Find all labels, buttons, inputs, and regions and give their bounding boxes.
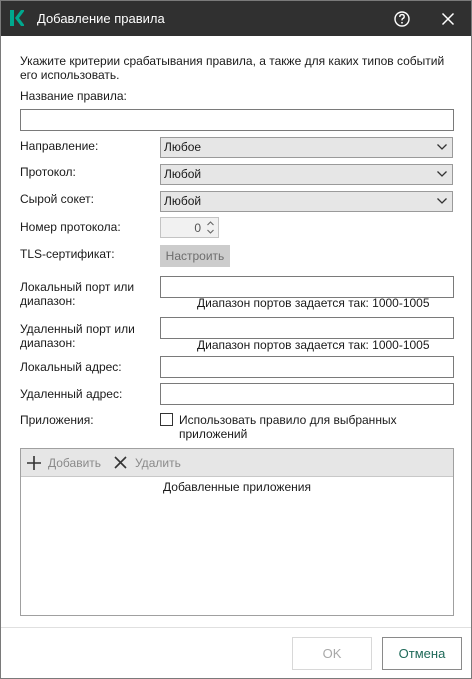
spin-arrows-icon[interactable]	[205, 219, 216, 236]
applications-toolbar	[21, 449, 453, 477]
raw-socket-label: Сырой сокет:	[20, 192, 94, 206]
local-port-input[interactable]	[160, 276, 454, 298]
title-bar	[1, 1, 471, 36]
add-application-button[interactable]	[27, 454, 107, 472]
footer-divider	[1, 627, 471, 628]
local-port-label: Локальный порт или диапазон:	[20, 280, 135, 308]
raw-socket-value: Любой	[164, 194, 202, 208]
kaspersky-logo-icon	[10, 10, 24, 26]
cancel-button[interactable]: Отмена	[382, 637, 462, 670]
delete-x-icon	[114, 456, 127, 469]
raw-socket-select[interactable]	[160, 191, 453, 212]
chevron-down-icon	[436, 195, 448, 207]
protocol-label: Протокол:	[20, 165, 76, 179]
local-port-hint: Диапазон портов задается так: 1000-1005	[197, 296, 430, 310]
chevron-down-icon	[436, 168, 448, 180]
remote-port-input[interactable]	[160, 317, 454, 339]
remote-port-label: Удаленный порт или диапазон:	[20, 322, 135, 350]
close-icon[interactable]	[438, 9, 458, 29]
add-application-label: Добавить	[48, 456, 102, 470]
remote-address-input[interactable]	[160, 383, 454, 405]
local-address-input[interactable]	[160, 356, 454, 378]
ok-button[interactable]: OK	[292, 637, 372, 670]
configure-button[interactable]: Настроить	[160, 245, 230, 267]
use-for-apps-checkbox[interactable]	[160, 413, 173, 426]
protocol-number-label: Номер протокола:	[20, 220, 121, 234]
remote-address-label: Удаленный адрес:	[20, 387, 123, 401]
applications-label: Приложения:	[20, 413, 94, 427]
protocol-number-stepper[interactable]	[160, 217, 219, 238]
direction-select[interactable]	[160, 137, 453, 158]
protocol-select[interactable]	[160, 164, 453, 185]
help-icon[interactable]	[392, 9, 412, 29]
protocol-value: Любой	[164, 167, 202, 181]
direction-value: Любое	[164, 140, 202, 154]
remove-application-label: Удалить	[135, 456, 181, 470]
remote-port-hint: Диапазон портов задается так: 1000-1005	[197, 338, 430, 352]
intro-text: Укажите критерии срабатывания правила, а также для каких типов событий его использовать.	[20, 54, 445, 82]
direction-label: Направление:	[20, 139, 99, 153]
rule-name-input[interactable]	[20, 109, 454, 131]
rule-name-label: Название правила:	[20, 89, 127, 103]
plus-icon	[27, 456, 41, 470]
local-address-label: Локальный адрес:	[20, 360, 122, 374]
tls-certificate-label: TLS-сертификат:	[20, 247, 115, 261]
protocol-number-value: 0	[194, 221, 201, 235]
remove-application-button[interactable]	[114, 454, 184, 472]
added-apps-header: Добавленные приложения	[163, 480, 311, 494]
dialog-title: Добавление правила	[37, 11, 165, 26]
applications-panel	[20, 448, 454, 616]
use-for-apps-checkbox-label[interactable]: Использовать правило для выбранных приложений	[179, 413, 397, 441]
chevron-down-icon	[436, 141, 448, 153]
